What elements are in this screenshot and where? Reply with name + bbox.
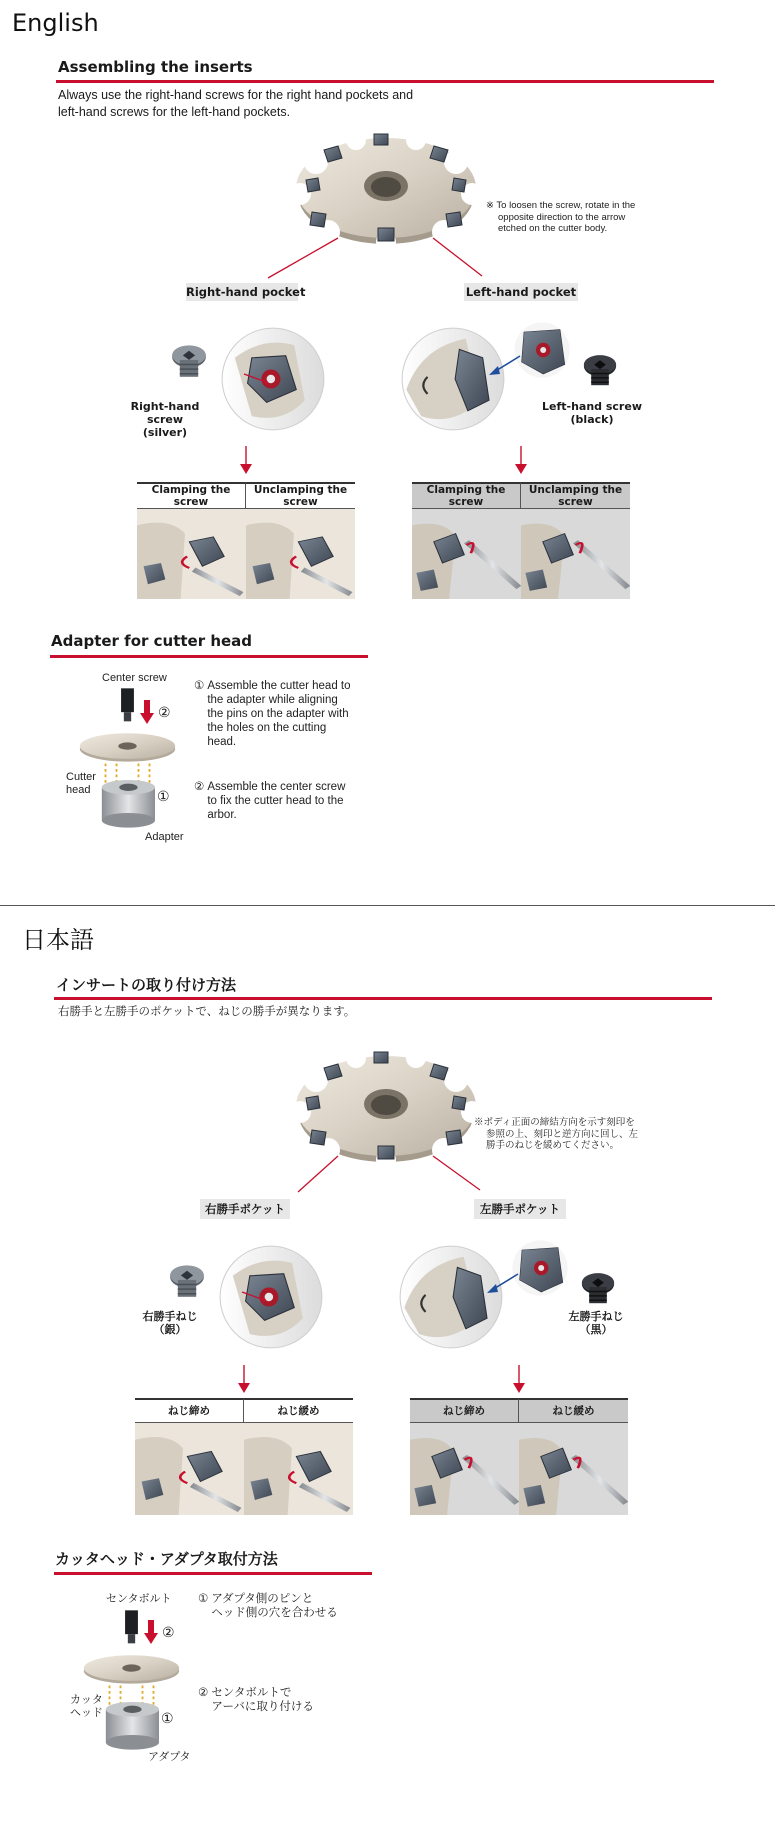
down-arrow-right [236,446,256,476]
right-pocket-table-header-ja [135,1398,353,1423]
left-clamp-header-ja: ねじ締め [410,1398,519,1423]
intro-text-ja: 右勝手と左勝手のポケットで、ねじの勝手が異なります。 [58,1006,356,1018]
adapter-step-2 [194,780,354,822]
step-1-number: ① [194,680,205,692]
adapter-assembly-image [78,684,188,832]
mark-1: ① [157,788,170,804]
adapter-title-rule [50,655,368,658]
adapter-step-1 [194,679,354,749]
right-screw-line-1: Right-hand screw [130,400,200,426]
language-divider [0,905,775,906]
right-unclamp-header-ja: ねじ緩め [244,1398,353,1423]
adapter-title-rule-ja [54,1572,372,1575]
right-clamp-header-ja: ねじ締め [135,1398,244,1423]
cutter-head-label-ja [70,1694,103,1719]
right-clamp-header: Clamping the screw [137,482,246,509]
blue-pointer-arrow [486,352,526,382]
language-label-english: English [12,9,99,37]
center-screw-label: Center screw [102,672,167,684]
center-bolt-label-ja: センタボルト [106,1593,172,1605]
left-screw-line-2: (black) [570,413,614,426]
right-unclamp-header: Unclamping the screw [246,482,355,509]
center-screw-down-arrow [140,700,154,726]
note-ja-line-3: 勝手のねじを緩めてください。 [486,1140,620,1151]
left-hand-screw-image-ja [576,1268,620,1312]
adapter-assembly-image-ja [82,1604,192,1756]
left-unclamp-photo-ja [519,1423,628,1515]
note-ja-line-1: ※ボディ正面の締結方向を示す刻印を [474,1117,635,1128]
adapter-step-2-ja [198,1686,378,1714]
step-1-text: Assemble the cutter head to the adapter while aligning the pins on the adapter with the holes on the cutting head. [207,680,351,748]
section-title-inserts-ja: インサートの取り付け方法 [56,976,237,994]
step-1-number-ja: ① [198,1593,209,1605]
left-clamp-header: Clamping the screw [412,482,521,509]
right-hand-screw-label-ja [130,1310,210,1336]
down-arrow-left [511,446,531,476]
pocket-leader-lines-ja [0,1150,775,1210]
left-unclamp-header: Unclamping the screw [521,482,630,509]
right-screw-ja-line-2: （銀） [153,1323,187,1336]
title-rule-ja [54,997,712,1000]
section-title-adapter-ja: カッタヘッド・アダプタ取付方法 [55,1550,278,1568]
down-arrow-right-ja [234,1365,254,1395]
intro-line-2: left-hand screws for the left-hand pockets. [58,105,291,119]
left-pocket-table-header [412,482,630,509]
left-screw-ja-line-1: 左勝手ねじ [568,1310,624,1323]
step-2-number-ja: ② [198,1687,209,1699]
section-title-adapter: Adapter for cutter head [51,632,253,650]
left-screw-line-1: Left-hand screw [542,400,642,413]
left-clamp-photo-ja [410,1423,519,1515]
mark-1-ja: ① [161,1710,174,1726]
center-bolt-down-arrow-ja [144,1620,158,1646]
adapter-label-ja: アダプタ [148,1751,191,1763]
left-unclamp-photo [521,509,630,599]
mark-2: ② [158,704,171,720]
step-2-number: ② [194,781,205,793]
section-title-inserts: Assembling the inserts [58,58,253,76]
left-hand-screw-label-ja [556,1310,636,1336]
right-unclamp-photo-ja [244,1423,353,1515]
right-pocket-pointer-ja [200,1278,290,1318]
left-hand-screw-label [540,400,644,426]
right-unclamp-photo [246,509,355,599]
cutter-head-line-1: Cutter [66,771,96,783]
right-pocket-table-header [137,482,355,509]
left-hand-pocket-label-ja: 左勝手ポケット [474,1199,566,1219]
left-unclamp-header-ja: ねじ緩め [519,1398,628,1423]
blue-pointer-arrow-ja [484,1270,524,1300]
step-2-text: Assemble the center screw to fix the cutter head to the arbor. [207,781,346,821]
step-2-text-ja [211,1686,314,1714]
cutter-head-label [66,771,96,796]
cutter-head-line-2: head [66,783,91,796]
pocket-leader-lines [0,0,775,300]
step-1-ja-line-1: アダプタ側のピンと [211,1593,314,1605]
note-line-3: etched on the cutter body. [498,223,608,234]
right-pocket-pointer [200,360,290,400]
right-screw-ja-line-1: 右勝手ねじ [142,1310,198,1323]
adapter-step-1-ja [198,1592,378,1620]
step-1-ja-line-2: ヘッド側の穴を合わせる [211,1607,338,1619]
note-line-2: opposite direction to the arrow [498,211,626,223]
right-screw-line-2: (silver) [142,426,188,439]
right-clamp-photo [137,509,246,599]
step-1-text-ja [211,1592,338,1620]
intro-line-1: Always use the right-hand screws for the right hand pockets and [58,88,414,102]
right-clamp-photo-ja [135,1423,244,1515]
cutter-head-ja-line-2: ヘッド [70,1706,103,1719]
right-hand-pocket-label-ja: 右勝手ポケット [200,1199,290,1219]
language-label-japanese: 日本語 [22,926,94,954]
cutter-head-ja-line-1: カッタ [70,1694,103,1706]
step-2-ja-line-1: センタボルトで [211,1687,292,1699]
left-hand-screw-image [578,350,622,394]
loosen-note-ja [474,1117,664,1152]
left-hand-pocket-label: Left-hand pocket [465,285,577,299]
right-hand-pocket-label: Right-hand pocket [186,285,306,299]
note-line-1: ※ To loosen the screw, rotate in the [486,200,636,211]
left-screw-ja-line-2: （黒） [579,1323,613,1336]
note-ja-line-2: 参照の上、刻印と逆方向に回し、左 [486,1128,639,1140]
left-clamp-photo [412,509,521,599]
adapter-label: Adapter [145,831,184,843]
right-hand-screw-label [112,400,218,439]
left-pocket-table-header-ja [410,1398,628,1423]
mark-2-ja: ② [162,1624,175,1640]
step-2-ja-line-2: アーバに取り付ける [211,1701,314,1713]
down-arrow-left-ja [509,1365,529,1395]
